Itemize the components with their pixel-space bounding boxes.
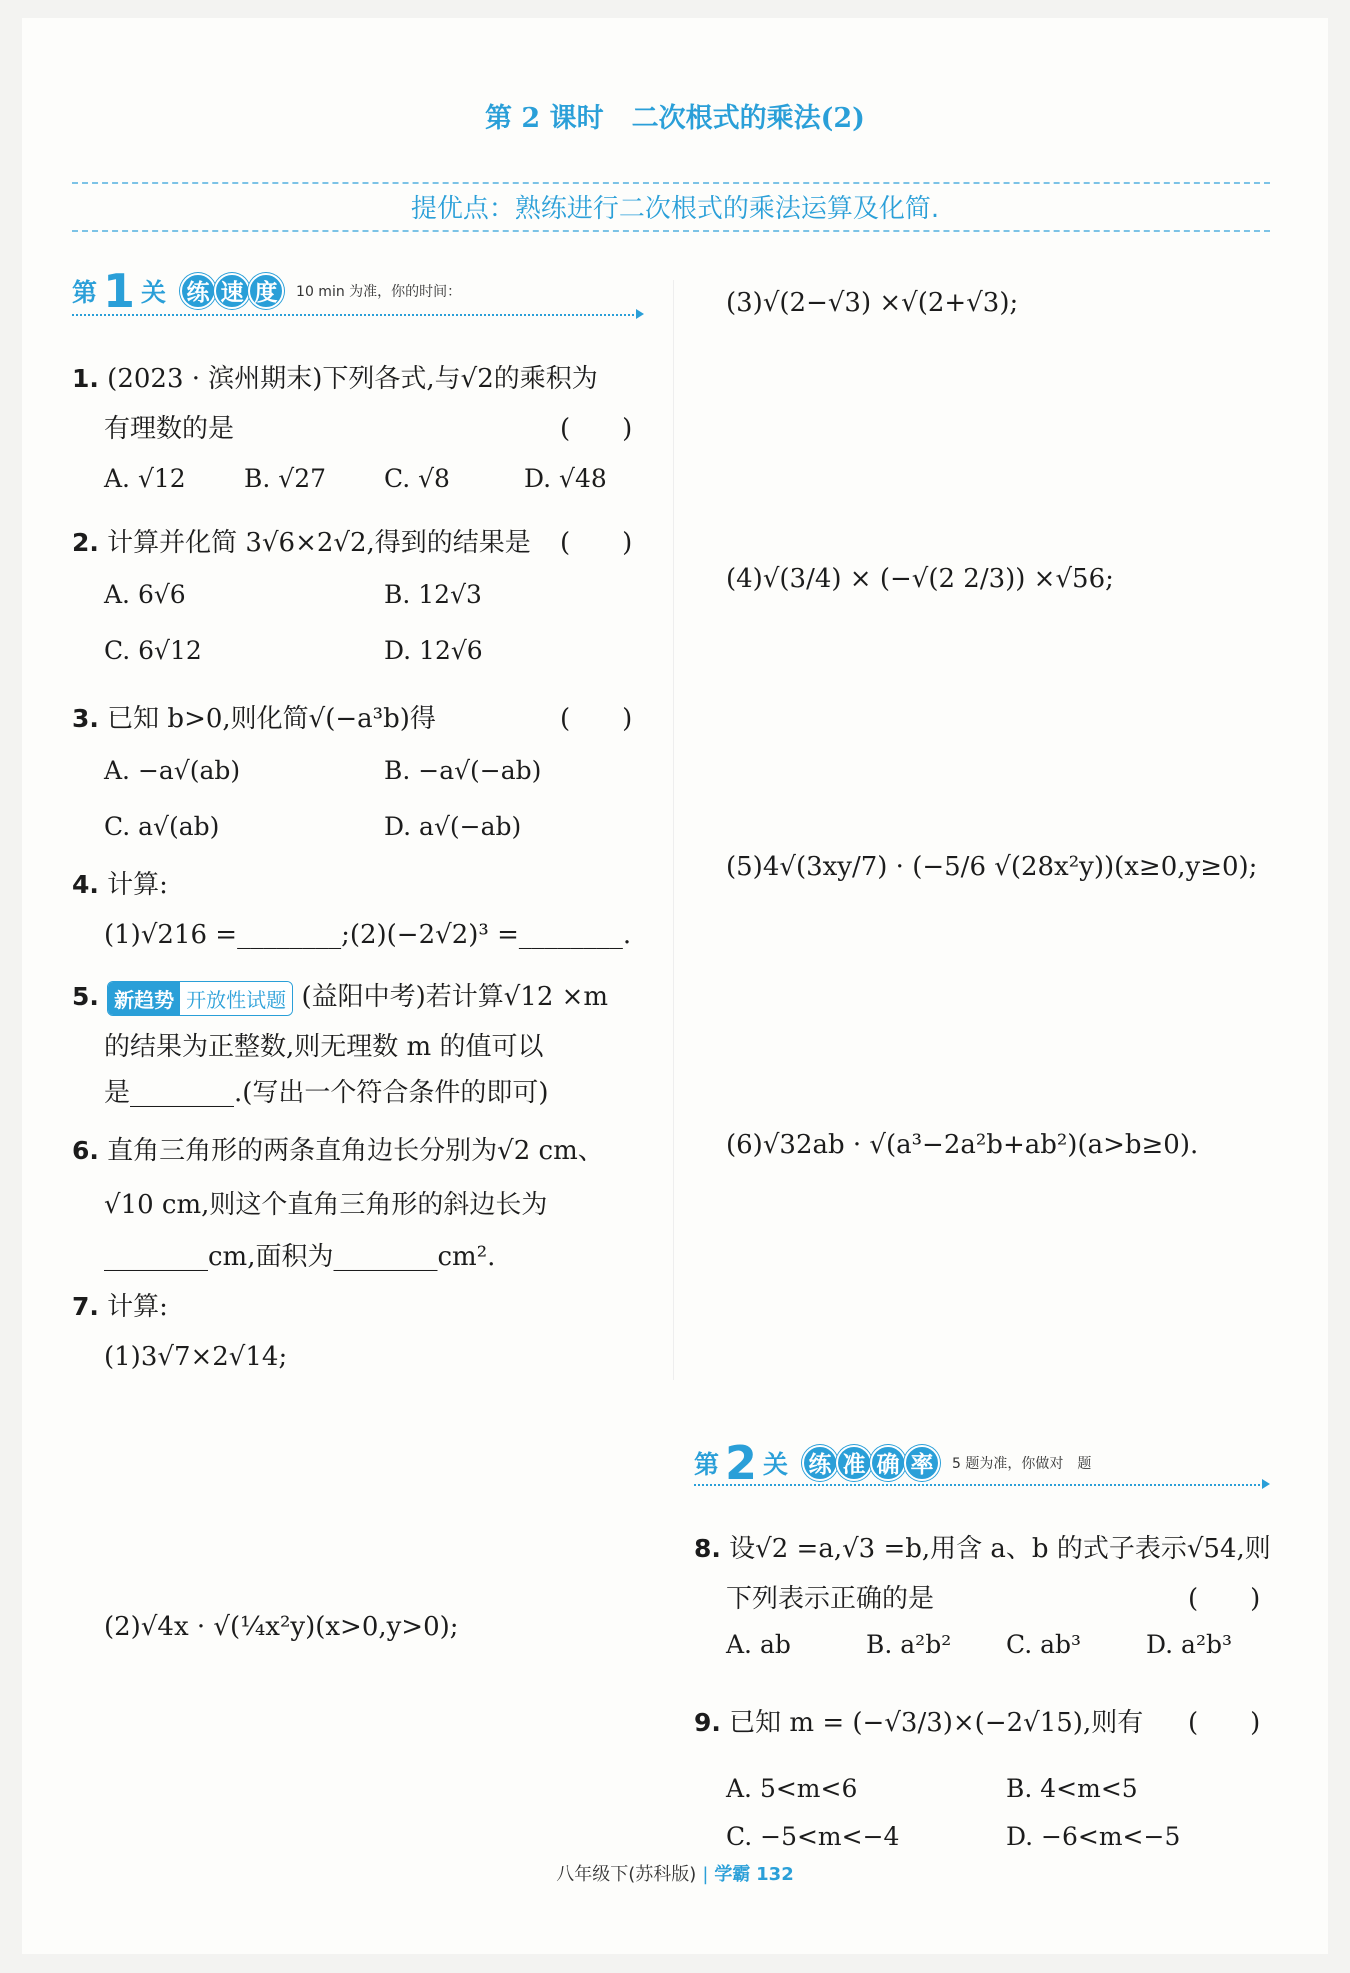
question-4-number: 4. [72,870,99,899]
question-9-option[interactable]: A. 5<m<6 [726,1774,858,1803]
section-2-char: 准 [836,1445,872,1481]
question-9-option[interactable]: C. −5<m<−4 [726,1822,900,1851]
badge-open-question: 开放性试题 [180,982,292,1015]
question-8-option[interactable]: A. ab [726,1630,791,1659]
section-1-header [72,264,462,318]
column-divider [673,280,674,1380]
question-1-line2: 有理数的是 [104,414,235,444]
question-6-number: 6. [72,1136,99,1165]
question-9-text: 已知 m = (−√3/3)×(−2√15),则有 [729,1708,1144,1738]
question-2-answer-paren[interactable]: ( ) [560,528,633,558]
section-2-number: 2 [725,1436,758,1490]
lesson-title [0,96,1350,135]
tip-text: 提优点：熟练进行二次根式的乘法运算及化简. [410,194,940,224]
question-1-option[interactable]: D. √48 [524,464,607,493]
question-7-part-4: (4)√(3/4) × (−√(2 2/3)) ×√56; [726,564,1114,594]
question-8-line1: 设√2 =a,√3 =b,用含 a、b 的式子表示√54,则 [729,1534,1271,1564]
question-8-option[interactable]: B. a²b² [866,1630,952,1659]
question-2-option[interactable]: C. 6√12 [104,636,202,665]
section-2-char: 练 [802,1445,838,1481]
new-trend-badge [107,981,293,1016]
question-2-number: 2. [72,528,99,557]
question-1-answer-paren[interactable]: ( ) [560,414,633,444]
question-3-option[interactable]: B. −a√(−ab) [384,756,542,785]
question-2 [72,522,531,559]
question-6 [72,1130,604,1167]
question-2-option[interactable]: A. 6√6 [104,580,186,609]
question-1-option[interactable]: C. √8 [384,464,450,493]
question-6-line2: √10 cm,则这个直角三角形的斜边长为 [104,1190,548,1220]
question-9-option[interactable]: B. 4<m<5 [1006,1774,1138,1803]
section-1-char: 速 [214,273,250,309]
question-9-number: 9. [694,1708,721,1737]
question-3-option[interactable]: A. −a√(ab) [104,756,241,785]
section-2-note: 5 题为准，你做对 题 [952,1456,1092,1472]
section-2-rule [694,1484,1264,1486]
section-2-guan: 关 [763,1450,789,1479]
section-2-header [694,1436,1092,1490]
question-6-line1: 直角三角形的两条直角边长分别为√2 cm、 [107,1136,604,1166]
question-8-option[interactable]: D. a²b³ [1146,1630,1232,1659]
question-5-line1: (益阳中考)若计算√12 ×m [301,982,609,1012]
question-8-answer-paren[interactable]: ( ) [1188,1584,1261,1614]
question-4 [72,864,168,901]
page-number: 132 [756,1864,794,1885]
lesson-number: 第 2 课时 [485,103,604,134]
question-5 [72,976,608,1016]
question-7-number: 7. [72,1292,99,1321]
section-2-char: 率 [904,1445,940,1481]
tip-top-rule [72,182,1270,184]
section-1-char: 度 [248,273,284,309]
question-6-line3[interactable]: ________cm,面积为________cm². [104,1242,496,1272]
question-3-option[interactable]: C. a√(ab) [104,812,220,841]
footer-brand: 学霸 [714,1864,751,1885]
section-2-char: 确 [870,1445,906,1481]
question-7-part-3: (3)√(2−√3) ×√(2+√3); [726,288,1019,318]
question-3-number: 3. [72,704,99,733]
question-5-line3[interactable]: 是________.(写出一个符合条件的即可) [104,1078,549,1108]
question-5-number: 5. [72,982,99,1011]
question-1-option[interactable]: B. √27 [244,464,327,493]
question-8-option[interactable]: C. ab³ [1006,1630,1082,1659]
question-8-number: 8. [694,1534,721,1563]
section-1-note: 10 min 为准，你的时间： [296,284,462,300]
question-3-answer-paren[interactable]: ( ) [560,704,633,734]
section-1-arrow-icon [636,309,644,319]
question-2-text: 计算并化简 3√6×2√2,得到的结果是 [107,528,531,558]
section-1-guan: 关 [141,278,167,307]
question-3-option[interactable]: D. a√(−ab) [384,812,522,841]
section-1-rule [72,314,638,316]
question-3-text: 已知 b>0,则化简√(−a³b)得 [107,704,436,734]
question-9-answer-paren[interactable]: ( ) [1188,1708,1261,1738]
question-7 [72,1286,168,1323]
question-2-option[interactable]: D. 12√6 [384,636,483,665]
question-7-part-2: (2)√4x · √(¼x²y)(x>0,y>0); [104,1612,459,1642]
question-1-option[interactable]: A. √12 [104,464,186,493]
question-8-line2: 下列表示正确的是 [726,1584,935,1614]
question-7-part-6: (6)√32ab · √(a³−2a²b+ab²)(a>b≥0). [726,1130,1199,1160]
section-1-char: 练 [180,273,216,309]
lesson-topic: 二次根式的乘法(2) [631,103,865,134]
question-4-blanks[interactable]: (1)√216 =________;(2)(−2√2)³ =________. [104,920,632,950]
question-4-text: 计算: [107,870,168,900]
question-1-number: 1. [72,364,99,393]
section-1-number: 1 [103,264,136,318]
question-9 [694,1702,1143,1739]
question-7-text: 计算: [107,1292,168,1322]
section-1-di: 第 [72,278,98,307]
footer-grade: 八年级下(苏科版) [556,1864,697,1885]
section-2-di: 第 [694,1450,720,1479]
question-1 [72,358,598,395]
section-2-arrow-icon [1262,1479,1270,1489]
tip-bottom-rule [72,230,1270,232]
question-2-option[interactable]: B. 12√3 [384,580,482,609]
footer-separator: | [702,1864,709,1885]
question-8 [694,1528,1271,1565]
badge-new-trend: 新趋势 [108,982,180,1015]
question-7-part-5: (5)4√(3xy/7) · (−5/6 √(28x²y))(x≥0,y≥0); [726,852,1258,882]
question-5-line2: 的结果为正整数,则无理数 m 的值可以 [104,1032,544,1062]
question-7-part-1: (1)3√7×2√14; [104,1342,288,1372]
question-3 [72,698,436,735]
page-footer [0,1860,1350,1886]
question-1-line1: (2023 · 滨州期末)下列各式,与√2的乘积为 [107,364,598,394]
question-9-option[interactable]: D. −6<m<−5 [1006,1822,1181,1851]
